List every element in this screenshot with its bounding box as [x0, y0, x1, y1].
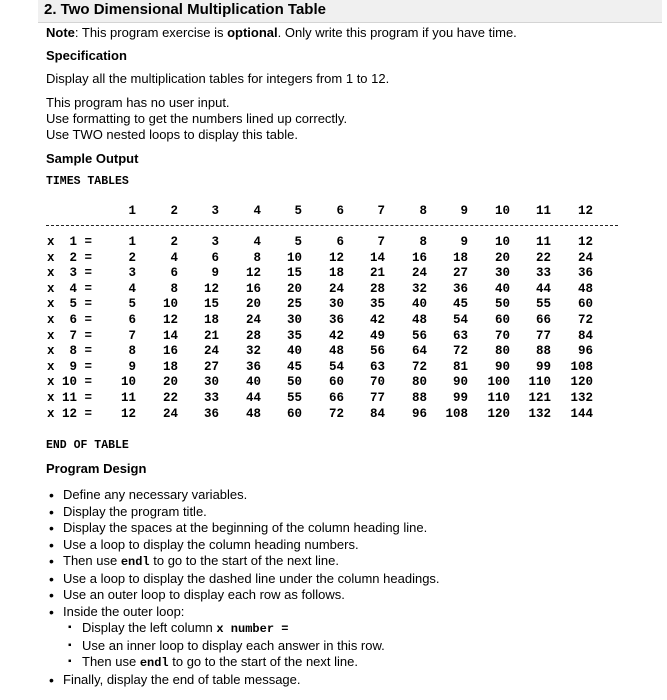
row-label: x 10 = — [47, 375, 93, 390]
note-label: Note — [46, 25, 75, 40]
table-cell: 132 — [528, 406, 551, 421]
table-cell: 70 — [494, 328, 510, 343]
table-cell: 90 — [494, 359, 510, 374]
table-cell: 99 — [452, 391, 468, 405]
table-cell: 10 — [494, 235, 510, 249]
table-cell: 144 — [570, 406, 593, 421]
table-cell: 2 — [170, 235, 178, 249]
table-cell: 84 — [369, 406, 385, 421]
table-cell: 63 — [452, 328, 468, 343]
table-cell: 10 — [120, 375, 136, 390]
column-heading: 4 — [253, 204, 261, 218]
row-label: x 8 = — [47, 344, 93, 359]
table-cell: 88 — [535, 344, 551, 359]
table-cell: 110 — [528, 375, 551, 390]
table-cell: 15 — [286, 266, 302, 281]
table-cell: 81 — [452, 359, 468, 374]
row-label: x 1 = — [47, 235, 93, 249]
table-cell: 30 — [494, 266, 510, 281]
table-cell: 8 — [253, 250, 261, 265]
section-header — [38, 0, 662, 23]
design-title: Program Design — [46, 461, 147, 476]
table-cell: 44 — [535, 281, 551, 296]
table-cell: 48 — [577, 281, 593, 296]
table-cell: 9 — [211, 266, 219, 281]
note-emphasis: optional — [227, 25, 278, 40]
table-cell: 77 — [369, 391, 385, 405]
row-label: x 6 = — [47, 313, 93, 327]
table-cell: 36 — [245, 359, 261, 374]
table-cell: 27 — [452, 266, 468, 281]
desc-line-2: Use formatting to get the numbers lined up correctly. — [46, 111, 348, 126]
table-cell: 66 — [328, 391, 344, 405]
column-heading: 12 — [577, 204, 593, 218]
column-heading: 6 — [336, 204, 344, 218]
table-cell: 40 — [494, 281, 510, 296]
table-cell: 56 — [369, 344, 385, 359]
table-cell: 18 — [328, 266, 344, 281]
table-cell: 24 — [162, 406, 178, 421]
row-label: x 3 = — [47, 266, 93, 281]
table-cell: 3 — [211, 235, 219, 249]
table-cell: 40 — [286, 344, 302, 359]
table-cell: 36 — [577, 266, 593, 281]
bullet-4: • Use a loop to display the column heading numbers. — [46, 537, 440, 554]
table-cell: 64 — [411, 344, 427, 359]
table-cell: 36 — [328, 313, 344, 327]
table-cell: 28 — [245, 328, 261, 343]
table-cell: 1 — [128, 235, 136, 249]
table-cell: 2 — [128, 250, 136, 265]
table-cell: 42 — [328, 328, 344, 343]
row-label: x 11 = — [47, 391, 93, 405]
sub-bullets — [63, 620, 440, 672]
table-cell: 5 — [128, 297, 136, 312]
table-cell: 27 — [203, 359, 219, 374]
table-cell: 50 — [286, 375, 302, 390]
column-heading: 2 — [170, 204, 178, 218]
table-cell: 90 — [452, 375, 468, 390]
table-cell: 25 — [286, 297, 302, 312]
sub-bullet-1-pre: Display the left column — [82, 620, 217, 635]
table-cell: 100 — [487, 375, 510, 390]
table-cell: 21 — [203, 328, 219, 343]
table-cell: 36 — [452, 281, 468, 296]
bullet-5-post: to go to the start of the next line. — [149, 553, 339, 568]
table-cell: 12 — [162, 313, 178, 327]
bullet-6: • Use a loop to display the dashed line under the column headings. — [46, 571, 440, 588]
bullet-7: • Use an outer loop to display each row as follows. — [46, 587, 440, 604]
table-cell: 72 — [328, 406, 344, 421]
bullet-8-text: Inside the outer loop: — [63, 603, 185, 619]
table-cell: 55 — [286, 391, 302, 405]
table-cell: 16 — [245, 281, 261, 296]
table-cell: 84 — [577, 328, 593, 343]
table-cell: 24 — [328, 281, 344, 296]
table-cell: 18 — [203, 313, 219, 327]
table-cell: 18 — [452, 250, 468, 265]
table-cell: 44 — [245, 391, 261, 405]
table-cell: 132 — [570, 391, 593, 405]
column-heading: 1 — [128, 204, 136, 218]
sub-bullet-2: ▪ Use an inner loop to display each answer in this row. — [63, 638, 440, 655]
table-cell: 4 — [128, 281, 136, 296]
table-cell: 88 — [411, 391, 427, 405]
table-cell: 8 — [170, 281, 178, 296]
table-cell: 54 — [328, 359, 344, 374]
column-heading: 3 — [211, 204, 219, 218]
table-cell: 70 — [369, 375, 385, 390]
table-cell: 96 — [411, 406, 427, 421]
bullet-5-pre: Then use — [63, 553, 121, 568]
table-cell: 40 — [411, 297, 427, 312]
table-cell: 60 — [494, 313, 510, 327]
table-cell: 60 — [577, 297, 593, 312]
table-cell: 48 — [328, 344, 344, 359]
row-label: x 12 = — [47, 406, 93, 421]
sample-title: Sample Output — [46, 151, 139, 166]
table-title: TIMES TABLES — [46, 175, 129, 188]
table-cell: 48 — [245, 406, 261, 421]
column-heading: 5 — [294, 204, 302, 218]
table-cell: 96 — [577, 344, 593, 359]
table-cell: 50 — [494, 297, 510, 312]
table-cell: 60 — [328, 375, 344, 390]
endl-code-2: endl — [139, 656, 169, 670]
table-cell: 35 — [286, 328, 302, 343]
sub-bullet-1 — [63, 620, 440, 638]
table-cell: 20 — [494, 250, 510, 265]
table-cell: 28 — [369, 281, 385, 296]
dashed-separator — [46, 225, 618, 226]
table-cell: 66 — [535, 313, 551, 327]
table-cell: 4 — [253, 235, 261, 249]
table-cell: 77 — [535, 328, 551, 343]
table-cell: 120 — [487, 406, 510, 421]
table-cell: 9 — [128, 359, 136, 374]
row-label: x 5 = — [47, 297, 93, 312]
table-cell: 8 — [419, 235, 427, 249]
table-cell: 30 — [203, 375, 219, 390]
table-cell: 32 — [411, 281, 427, 296]
section-heading: 2. Two Dimensional Multiplication Table — [44, 1, 326, 18]
table-cell: 20 — [245, 297, 261, 312]
table-cell: 48 — [411, 313, 427, 327]
table-cell: 12 — [120, 406, 136, 421]
row-label: x 2 = — [47, 250, 93, 265]
table-cell: 56 — [411, 328, 427, 343]
table-cell: 45 — [286, 359, 302, 374]
table-cell: 45 — [452, 297, 468, 312]
table-cell: 9 — [460, 235, 468, 249]
table-cell: 72 — [411, 359, 427, 374]
table-cell: 12 — [577, 235, 593, 249]
row-label: x 4 = — [47, 281, 93, 296]
table-cell: 55 — [535, 297, 551, 312]
table-cell: 22 — [535, 250, 551, 265]
table-cell: 72 — [452, 344, 468, 359]
table-cell: 6 — [211, 250, 219, 265]
table-cell: 24 — [203, 344, 219, 359]
bullet-5 — [46, 553, 440, 571]
table-cell: 20 — [286, 281, 302, 296]
table-cell: 24 — [245, 313, 261, 327]
table-cell: 3 — [128, 266, 136, 281]
table-cell: 60 — [286, 406, 302, 421]
sub-bullet-3 — [63, 654, 440, 672]
table-cell: 11 — [120, 391, 136, 405]
bullet-2: • Display the program title. — [46, 504, 440, 521]
column-heading: 10 — [494, 204, 510, 218]
table-cell: 80 — [494, 344, 510, 359]
table-cell: 36 — [203, 406, 219, 421]
table-cell: 6 — [336, 235, 344, 249]
table-cell: 10 — [162, 297, 178, 312]
table-cell: 72 — [577, 313, 593, 327]
bullet-final: • Finally, display the end of table message. — [46, 672, 440, 689]
table-cell: 33 — [535, 266, 551, 281]
sub-bullet-3-post: to go to the start of the next line. — [168, 654, 358, 669]
table-cell: 32 — [245, 344, 261, 359]
table-cell: 12 — [203, 281, 219, 296]
spec-text: Display all the multiplication tables for integers from 1 to 12. — [46, 71, 390, 86]
column-heading: 9 — [460, 204, 468, 218]
table-cell: 14 — [162, 328, 178, 343]
x-number-code: x number = — [216, 622, 289, 636]
design-bullets — [46, 487, 440, 688]
table-cell: 110 — [487, 391, 510, 405]
table-cell: 120 — [570, 375, 593, 390]
note-line — [46, 25, 517, 41]
table-cell: 30 — [328, 297, 344, 312]
bullet-3: • Display the spaces at the beginning of the column heading line. — [46, 520, 440, 537]
sub-bullet-3-pre: Then use — [82, 654, 140, 669]
table-cell: 42 — [369, 313, 385, 327]
table-cell: 16 — [411, 250, 427, 265]
table-cell: 24 — [577, 250, 593, 265]
table-cell: 22 — [162, 391, 178, 405]
table-cell: 30 — [286, 313, 302, 327]
table-cell: 6 — [170, 266, 178, 281]
table-cell: 99 — [535, 359, 551, 374]
note-text-2: . Only write this program if you have time. — [277, 25, 517, 40]
table-cell: 16 — [162, 344, 178, 359]
column-heading: 11 — [535, 204, 551, 218]
table-cell: 80 — [411, 375, 427, 390]
row-label: x 9 = — [47, 359, 93, 374]
table-cell: 4 — [170, 250, 178, 265]
table-cell: 49 — [369, 328, 385, 343]
row-label: x 7 = — [47, 328, 93, 343]
bullet-1: • Define any necessary variables. — [46, 487, 440, 504]
table-cell: 8 — [128, 344, 136, 359]
table-cell: 14 — [369, 250, 385, 265]
table-cell: 5 — [294, 235, 302, 249]
table-cell: 12 — [328, 250, 344, 265]
table-cell: 108 — [570, 359, 593, 374]
table-cell: 18 — [162, 359, 178, 374]
table-cell: 7 — [377, 235, 385, 249]
table-cell: 40 — [245, 375, 261, 390]
table-cell: 12 — [245, 266, 261, 281]
table-cell: 6 — [128, 313, 136, 327]
desc-line-3: Use TWO nested loops to display this table. — [46, 127, 298, 142]
note-text: : This program exercise is — [74, 25, 228, 40]
table-cell: 11 — [535, 235, 551, 249]
desc-line-1: This program has no user input. — [46, 95, 230, 110]
table-cell: 121 — [528, 391, 551, 405]
table-cell: 7 — [128, 328, 136, 343]
spec-title: Specification — [46, 48, 127, 63]
table-cell: 33 — [203, 391, 219, 405]
table-cell: 54 — [452, 313, 468, 327]
table-cell: 108 — [445, 406, 468, 421]
table-cell: 63 — [369, 359, 385, 374]
table-cell: 35 — [369, 297, 385, 312]
column-heading: 7 — [377, 204, 385, 218]
table-end: END OF TABLE — [46, 439, 129, 452]
bullet-8 — [46, 604, 440, 672]
table-cell: 24 — [411, 266, 427, 281]
table-cell: 21 — [369, 266, 385, 281]
table-cell: 15 — [203, 297, 219, 312]
column-heading: 8 — [419, 204, 427, 218]
table-cell: 20 — [162, 375, 178, 390]
table-cell: 10 — [286, 250, 302, 265]
endl-code: endl — [120, 555, 150, 569]
